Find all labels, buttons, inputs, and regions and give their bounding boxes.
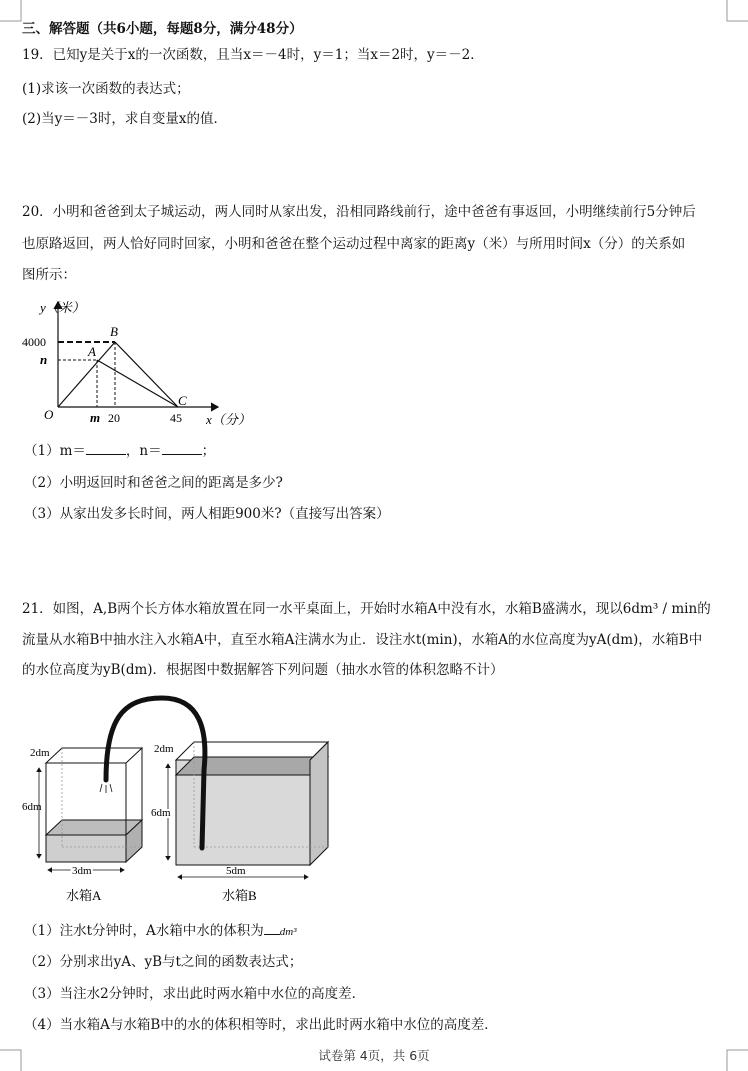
q20-tick-4000: 4000	[22, 335, 46, 349]
q20-part2: （2）小明返回时和爸爸之间的距离是多少?	[24, 475, 283, 491]
q21-water-tanks-figure	[22, 690, 332, 910]
crop-mark-top-right	[726, 0, 748, 22]
q21-line3: 的水位高度为yB(dm)．根据图中数据解答下列问题（抽水水管的体积忽略不计）	[22, 662, 504, 678]
q19-part1: (1)求该一次函数的表达式；	[22, 81, 190, 97]
q20-tick-m: m	[90, 410, 101, 425]
q20-tick-n: n	[40, 352, 48, 367]
page-footer: 试卷第 4页，共 6页	[318, 1048, 430, 1063]
section-heading: 三、解答题（共6小题，每题8分，满分48分）	[22, 21, 303, 37]
q21-part1-unit: dm³	[279, 926, 297, 938]
tank-b-name: 水箱B	[222, 888, 257, 903]
q21-answer-blank-volume[interactable]	[264, 922, 280, 935]
crop-mark-top-left	[0, 0, 22, 22]
q21-part1	[24, 922, 297, 941]
q20-point-A: A	[88, 344, 96, 359]
q20-tick-45: 45	[170, 411, 182, 425]
q19-stem: 19．已知y是关于x的一次函数，且当x＝－4时，y＝1；当x＝2时，y＝－2．	[22, 47, 484, 63]
q20-answer-blank-m[interactable]	[86, 442, 126, 455]
q20-line2: 也原路返回，两人恰好同时回家，小明和爸爸在整个运动过程中离家的距离y（米）与所用时间x（分）的关系如	[22, 236, 686, 252]
q21-part2: （2）分别求出yA、yB与t之间的函数表达式；	[24, 954, 303, 970]
q20-part3: （3）从家出发多长时间，两人相距900米?（直接写出答案）	[24, 506, 390, 522]
q20-part1-end: ；	[201, 443, 216, 459]
tank-a-length-label: 3dm	[72, 865, 92, 877]
tank-b-length-label: 5dm	[226, 865, 246, 877]
q20-part1-n-label: ，n＝	[125, 443, 162, 459]
q19-part2: (2)当y＝－3时，求自变量x的值．	[22, 111, 227, 127]
q20-line3: 图所示：	[22, 267, 76, 283]
q20-point-B: B	[110, 324, 118, 339]
q20-x-axis-label: x（分）	[206, 412, 251, 427]
q21-line1: 21．如图，A,B两个长方体水箱放置在同一水平桌面上，开始时水箱A中没有水，水箱B盛满水，现以6dm³ / min的	[22, 601, 711, 617]
tank-a-width-label: 2dm	[30, 747, 50, 759]
tank-b-width-label: 2dm	[154, 743, 174, 755]
q20-line-A-C	[97, 360, 178, 407]
q21-part1-text: （1）注水t分钟时，A水箱中水的体积为	[24, 923, 264, 939]
q20-distance-time-graph	[18, 292, 258, 432]
q20-answer-blank-n[interactable]	[162, 442, 202, 455]
q20-y-axis-label: y（米）	[40, 300, 85, 315]
q20-line-B-C	[115, 342, 178, 407]
q20-origin-label: O	[44, 407, 54, 422]
q20-point-C: C	[178, 393, 187, 408]
tank-a-height-label: 6dm	[22, 801, 42, 813]
q20-line1: 20．小明和爸爸到太子城运动，两人同时从家出发，沿相同路线前行，途中爸爸有事返回，小明继续前行5分钟后	[22, 204, 696, 220]
q20-line-O-B	[58, 342, 115, 407]
tank-b	[176, 742, 328, 865]
q21-line2: 流量从水箱B中抽水注入水箱A中，直至水箱A注满水为止．设注水t(min)，水箱A的水位高度为yA(dm)，水箱B中	[22, 632, 703, 648]
q20-part1-m-label: （1）m＝	[24, 443, 86, 459]
water-stream	[100, 784, 112, 793]
tank-a-name: 水箱A	[66, 888, 102, 903]
q21-part3: （3）当注水2分钟时，求出此时两水箱中水位的高度差．	[24, 986, 366, 1002]
q20-part1	[24, 442, 215, 460]
q20-tick-20: 20	[108, 411, 120, 425]
tank-a	[46, 748, 142, 862]
tank-b-height-label: 6dm	[151, 807, 171, 819]
q21-part4: （4）当水箱A与水箱B中的水的体积相等时，求出此时两水箱中水位的高度差．	[24, 1017, 498, 1033]
